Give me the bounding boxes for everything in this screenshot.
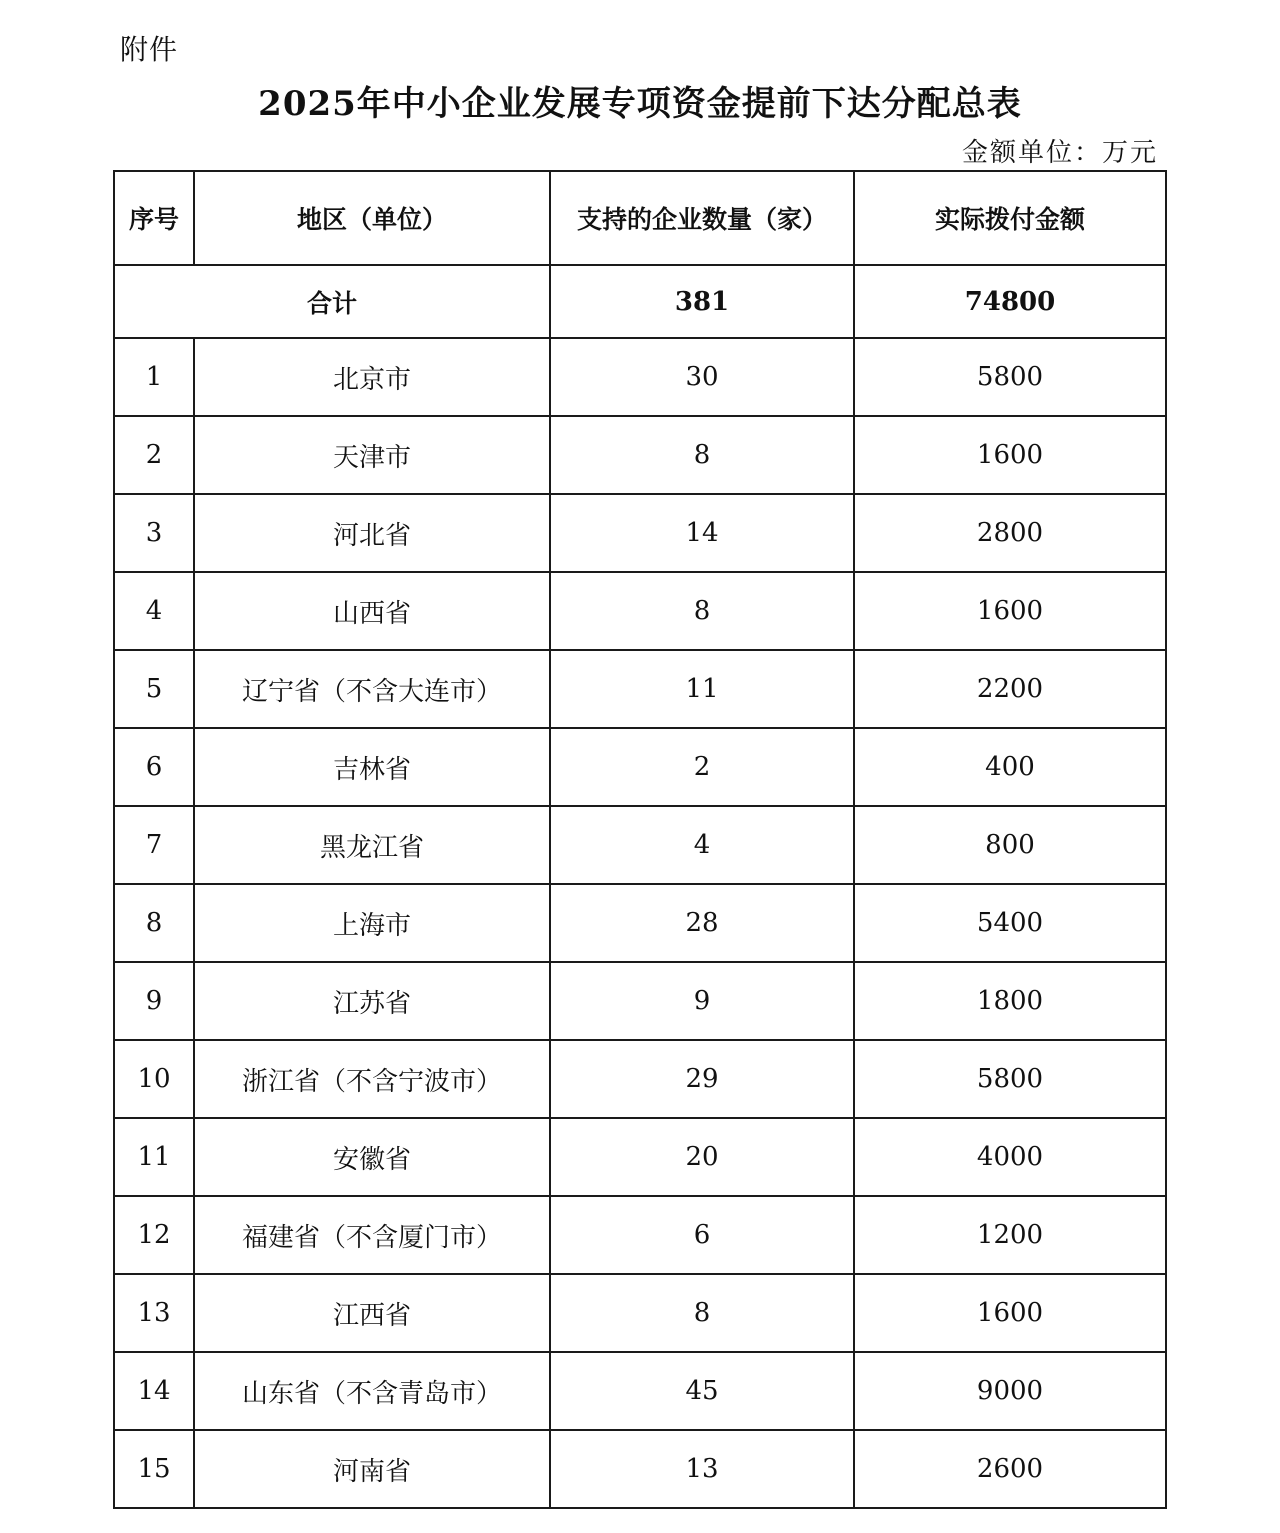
- header-region: 地区（单位）: [194, 171, 550, 265]
- row-count: 45: [550, 1352, 854, 1430]
- row-region: 山西省: [194, 572, 550, 650]
- table-row: [114, 884, 1166, 962]
- total-amount: 74800: [854, 265, 1166, 338]
- row-region: 辽宁省（不含大连市）: [194, 650, 550, 728]
- row-seq: 12: [114, 1196, 194, 1274]
- header-amount: 实际拨付金额: [854, 171, 1166, 265]
- row-count: 9: [550, 962, 854, 1040]
- header-seq: 序号: [114, 171, 194, 265]
- table-row: [114, 728, 1166, 806]
- row-seq: 7: [114, 806, 194, 884]
- row-region: 浙江省（不含宁波市）: [194, 1040, 550, 1118]
- table-row: [114, 1040, 1166, 1118]
- table-row: [114, 572, 1166, 650]
- row-count: 8: [550, 572, 854, 650]
- total-count: 381: [550, 265, 854, 338]
- table-row: [114, 806, 1166, 884]
- total-label: 合计: [114, 265, 550, 338]
- row-amount: 1600: [854, 1274, 1166, 1352]
- row-region: 江西省: [194, 1274, 550, 1352]
- row-region: 福建省（不含厦门市）: [194, 1196, 550, 1274]
- row-region: 河北省: [194, 494, 550, 572]
- table-row: [114, 650, 1166, 728]
- row-seq: 3: [114, 494, 194, 572]
- row-count: 2: [550, 728, 854, 806]
- row-amount: 5800: [854, 338, 1166, 416]
- row-region: 北京市: [194, 338, 550, 416]
- table-row: [114, 1430, 1166, 1508]
- allocation-table: [113, 170, 1167, 1509]
- row-seq: 13: [114, 1274, 194, 1352]
- table-row: [114, 494, 1166, 572]
- row-count: 29: [550, 1040, 854, 1118]
- attachment-label: 附件: [120, 33, 179, 66]
- table-header-row: [114, 171, 1166, 265]
- row-seq: 11: [114, 1118, 194, 1196]
- row-amount: 800: [854, 806, 1166, 884]
- row-amount: 2600: [854, 1430, 1166, 1508]
- row-amount: 5800: [854, 1040, 1166, 1118]
- table-row: [114, 1274, 1166, 1352]
- row-region: 安徽省: [194, 1118, 550, 1196]
- row-region: 黑龙江省: [194, 806, 550, 884]
- table-row: [114, 338, 1166, 416]
- row-seq: 2: [114, 416, 194, 494]
- row-region: 河南省: [194, 1430, 550, 1508]
- row-seq: 15: [114, 1430, 194, 1508]
- row-count: 4: [550, 806, 854, 884]
- row-seq: 8: [114, 884, 194, 962]
- row-count: 8: [550, 1274, 854, 1352]
- row-amount: 1600: [854, 416, 1166, 494]
- row-amount: 4000: [854, 1118, 1166, 1196]
- row-count: 14: [550, 494, 854, 572]
- row-seq: 5: [114, 650, 194, 728]
- row-count: 8: [550, 416, 854, 494]
- row-amount: 1200: [854, 1196, 1166, 1274]
- table-row: [114, 1118, 1166, 1196]
- row-amount: 1800: [854, 962, 1166, 1040]
- table-row: [114, 962, 1166, 1040]
- row-region: 天津市: [194, 416, 550, 494]
- row-count: 6: [550, 1196, 854, 1274]
- row-amount: 400: [854, 728, 1166, 806]
- row-amount: 2800: [854, 494, 1166, 572]
- row-count: 28: [550, 884, 854, 962]
- row-region: 吉林省: [194, 728, 550, 806]
- row-amount: 5400: [854, 884, 1166, 962]
- total-row: [114, 265, 1166, 338]
- row-amount: 2200: [854, 650, 1166, 728]
- table-row: [114, 1196, 1166, 1274]
- row-count: 11: [550, 650, 854, 728]
- row-count: 30: [550, 338, 854, 416]
- header-count: 支持的企业数量（家）: [550, 171, 854, 265]
- document-title: 2025年中小企业发展专项资金提前下达分配总表: [258, 84, 1022, 124]
- row-seq: 10: [114, 1040, 194, 1118]
- row-region: 江苏省: [194, 962, 550, 1040]
- table-row: [114, 1352, 1166, 1430]
- row-count: 13: [550, 1430, 854, 1508]
- row-seq: 4: [114, 572, 194, 650]
- table-row: [114, 416, 1166, 494]
- row-amount: 1600: [854, 572, 1166, 650]
- row-seq: 9: [114, 962, 194, 1040]
- row-seq: 14: [114, 1352, 194, 1430]
- row-region: 上海市: [194, 884, 550, 962]
- unit-note: 金额单位：万元: [961, 138, 1158, 168]
- row-count: 20: [550, 1118, 854, 1196]
- row-amount: 9000: [854, 1352, 1166, 1430]
- row-region: 山东省（不含青岛市）: [194, 1352, 550, 1430]
- row-seq: 1: [114, 338, 194, 416]
- row-seq: 6: [114, 728, 194, 806]
